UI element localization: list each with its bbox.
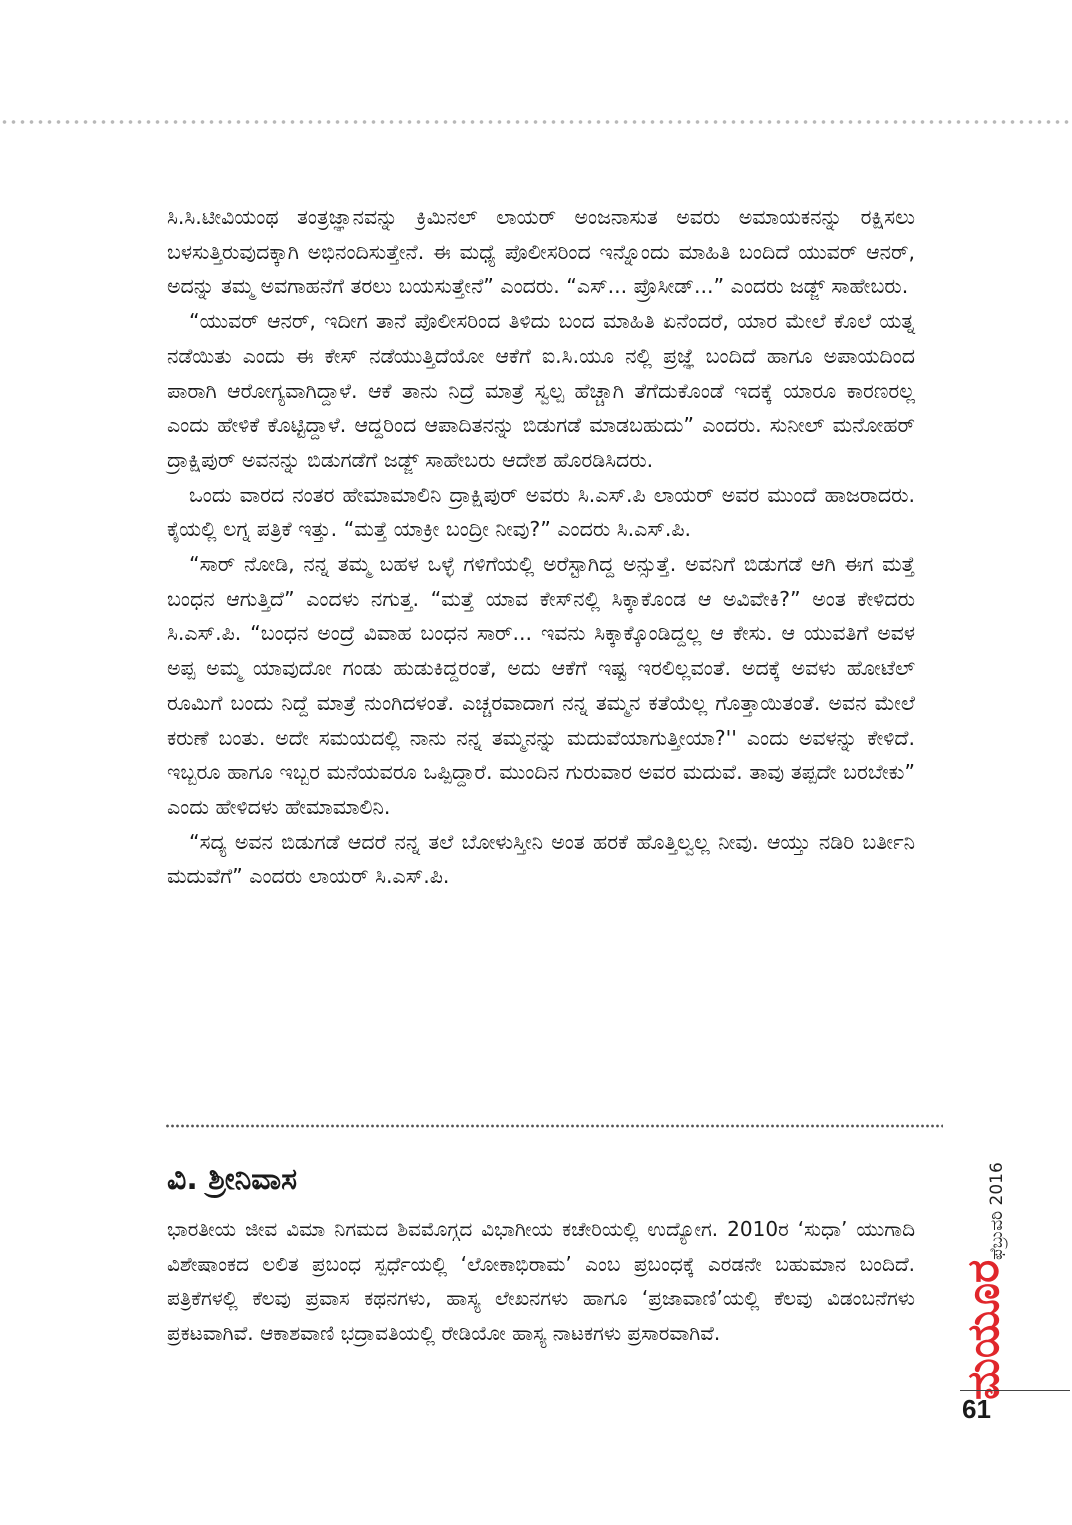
magazine-sidebar bbox=[948, 1100, 1008, 1400]
magazine-logo: ಮಯೂರ bbox=[958, 1259, 1009, 1400]
author-bio: ಭಾರತೀಯ ಜೀವ ವಿಮಾ ನಿಗಮದ ಶಿವಮೊಗ್ಗದ ವಿಭಾಗೀಯ ಕಚೇರಿಯಲ್ಲಿ ಉದ್ಯೋಗ. 2010ರ ‘ಸುಧಾ’ ಯುಗಾದಿ ವಿಶೇಷಾಂಕದ ಲಲಿತ ಪ್ರಬಂಧ ಸ್ಪರ್ಧೆಯಲ್ಲಿ ‘ಲೋಕಾಭಿರಾಮ’ ಎಂಬ ಪ್ರಬಂಧಕ್ಕೆ ಎರಡನೇ ಬಹುಮಾನ ಬಂದಿದೆ. ಪತ್ರಿಕೆಗಳಲ್ಲಿ ಕೆಲವು ಪ್ರವಾಸ ಕಥನಗಳು, ಹಾಸ್ಯ ಲೇಖನಗಳು ಹಾಗೂ ‘ಪ್ರಜಾವಾಣಿ’ಯಲ್ಲಿ ಕೆಲವು ವಿಡಂಬನೆಗಳು ಪ್ರಕಟವಾಗಿವೆ. ಆಕಾಶವಾಣಿ ಭದ್ರಾವತಿಯಲ್ಲಿ ರೇಡಿಯೋ ಹಾಸ್ಯ ನಾಟಕಗಳು ಪ್ರಸಾರವಾಗಿವೆ. bbox=[167, 1217, 915, 1345]
story-paragraph: “ಸಾರ್ ನೋಡಿ, ನನ್ನ ತಮ್ಮ ಬಹಳ ಒಳ್ಳೆ ಗಳಿಗೆಯಲ್ಲಿ ಅರೆಸ್ಟಾಗಿದ್ದ ಅನ್ಸುತ್ತೆ. ಅವನಿಗೆ ಬಿಡುಗಡೆ ಆಗಿ ಈಗ ಮತ್ತೆ ಬಂಧನ ಆಗುತ್ತಿದೆ” ಎಂದಳು ನಗುತ್ತ. “ಮತ್ತೆ ಯಾವ ಕೇಸ್‌ನಲ್ಲಿ ಸಿಕ್ಕಾಕೊಂಡ ಆ ಅವಿವೇಕಿ?” ಅಂತ ಕೇಳಿದರು ಸಿ.ಎಸ್.ಪಿ. “ಬಂಧನ ಅಂದ್ರೆ ವಿವಾಹ ಬಂಧನ ಸಾರ್... ಇವನು ಸಿಕ್ಕಾಕ್ಕೊಂಡಿದ್ದಲ್ಲ ಆ ಕೇಸು. ಆ ಯುವತಿಗೆ ಅವಳ ಅಪ್ಪ ಅಮ್ಮ ಯಾವುದೋ ಗಂಡು ಹುಡುಕಿದ್ದರಂತೆ, ಅದು ಆಕೆಗೆ ಇಷ್ಟ ಇರಲಿಲ್ಲವಂತೆ. ಅದಕ್ಕೆ ಅವಳು ಹೋಟೆಲ್ ರೂಮಿಗೆ ಬಂದು ನಿದ್ದೆ ಮಾತ್ರೆ ನುಂಗಿದಳಂತೆ. ಎಚ್ಚರವಾದಾಗ ನನ್ನ ತಮ್ಮನ ಕತೆಯೆಲ್ಲ ಗೊತ್ತಾಯಿತಂತೆ. ಅವನ ಮೇಲೆ ಕರುಣೆ ಬಂತು. ಅದೇ ಸಮಯದಲ್ಲಿ ನಾನು ನನ್ನ ತಮ್ಮನನ್ನು ಮದುವೆಯಾಗುತ್ತೀಯಾ?'' ಎಂದು ಅವಳನ್ನು ಕೇಳಿದೆ. ಇಬ್ಬರೂ ಹಾಗೂ ಇಬ್ಬರ ಮನೆಯವರೂ ಒಪ್ಪಿದ್ದಾರೆ. ಮುಂದಿನ ಗುರುವಾರ ಅವರ ಮದುವೆ. ತಾವು ತಪ್ಪದೇ ಬರಬೇಕು” ಎಂದು ಹೇಳಿದಳು ಹೇಮಾಮಾಲಿನಿ. bbox=[167, 552, 915, 819]
top-dotted-border bbox=[0, 118, 1072, 126]
story-paragraph: ಸಿ.ಸಿ.ಟೀವಿಯಂಥ ತಂತ್ರಜ್ಞಾನವನ್ನು ಕ್ರಿಮಿನಲ್ ಲಾಯರ್ ಅಂಜನಾಸುತ ಅವರು ಅಮಾಯಕನನ್ನು ರಕ್ಷಿಸಲು ಬಳಸುತ್ತಿರುವುದಕ್ಕಾಗಿ ಅಭಿನಂದಿಸುತ್ತೇನೆ. ಈ ಮಧ್ಯೆ ಪೊಲೀಸರಿಂದ ಇನ್ನೊಂದು ಮಾಹಿತಿ ಬಂದಿದೆ ಯುವರ್ ಆನರ್, ಅದನ್ನು ತಮ್ಮ ಅವಗಾಹನೆಗೆ ತರಲು ಬಯಸುತ್ತೇನೆ” ಎಂದರು. “ಎಸ್... ಪ್ರೊಸೀಡ್...” ಎಂದರು ಜಡ್ಜ್ ಸಾಹೇಬರು. bbox=[167, 205, 915, 299]
page-number-rule bbox=[960, 1390, 1070, 1391]
story-paragraph: “ಯುವರ್ ಆನರ್, ಇದೀಗ ತಾನೆ ಪೊಲೀಸರಿಂದ ತಿಳಿದು ಬಂದ ಮಾಹಿತಿ ಏನೆಂದರೆ, ಯಾರ ಮೇಲೆ ಕೊಲೆ ಯತ್ನ ನಡೆಯಿತು ಎಂದು ಈ ಕೇಸ್ ನಡೆಯುತ್ತಿದೆಯೋ ಆಕೆಗೆ ಐ.ಸಿ.ಯೂ ನಲ್ಲಿ ಪ್ರಜ್ಞೆ ಬಂದಿದೆ ಹಾಗೂ ಅಪಾಯದಿಂದ ಪಾರಾಗಿ ಆರೋಗ್ಯವಾಗಿದ್ದಾಳೆ. ಆಕೆ ತಾನು ನಿದ್ರೆ ಮಾತ್ರೆ ಸ್ವಲ್ಪ ಹೆಚ್ಚಾಗಿ ತೆಗೆದುಕೊಂಡೆ ಇದಕ್ಕೆ ಯಾರೂ ಕಾರಣರಲ್ಲ ಎಂದು ಹೇಳಿಕೆ ಕೊಟ್ಟಿದ್ದಾಳೆ. ಆದ್ದರಿಂದ ಆಪಾದಿತನನ್ನು ಬಿಡುಗಡೆ ಮಾಡಬಹುದು” ಎಂದರು. ಸುನೀಲ್ ಮನೋಹರ್ ದ್ರಾಕ್ಷಿಪುರ್ ಅವನನ್ನು ಬಿಡುಗಡೆಗೆ ಜಡ್ಜ್ ಸಾಹೇಬರು ಆದೇಶ ಹೊರಡಿಸಿದರು. bbox=[167, 309, 915, 472]
story-paragraph: ಒಂದು ವಾರದ ನಂತರ ಹೇಮಾಮಾಲಿನಿ ದ್ರಾಕ್ಷಿಪುರ್ ಅವರು ಸಿ.ಎಸ್.ಪಿ ಲಾಯರ್ ಅವರ ಮುಂದೆ ಹಾಜರಾದರು. ಕೈಯಲ್ಲಿ ಲಗ್ನ ಪತ್ರಿಕೆ ಇತ್ತು. “ಮತ್ತೆ ಯಾಕ್ರೀ ಬಂದ್ರೀ ನೀವು?” ಎಂದರು ಸಿ.ಎಸ್.ಪಿ. bbox=[167, 482, 915, 542]
sidebar-vertical-text bbox=[948, 1100, 1008, 1400]
issue-date: ಫೆಬ್ರುವರಿ 2016 bbox=[987, 1161, 1007, 1260]
author-name: ವಿ. ಶ್ರೀನಿವಾಸ bbox=[167, 1162, 298, 1197]
section-divider bbox=[165, 1123, 943, 1129]
story-paragraph: “ಸದ್ಯ ಅವನ ಬಿಡುಗಡೆ ಆದರೆ ನನ್ನ ತಲೆ ಬೋಳುಸ್ತೀನಿ ಅಂತ ಹರಕೆ ಹೊತ್ತಿಲ್ವಲ್ಲ ನೀವು. ಆಯ್ತು ನಡಿರಿ ಬರ್ತೀನಿ ಮದುವೆಗೆ” ಎಂದರು ಲಾಯರ್ ಸಿ.ಎಸ್.ಪಿ. bbox=[167, 829, 915, 889]
page-number: 61 bbox=[962, 1394, 991, 1424]
story-body bbox=[167, 200, 915, 894]
